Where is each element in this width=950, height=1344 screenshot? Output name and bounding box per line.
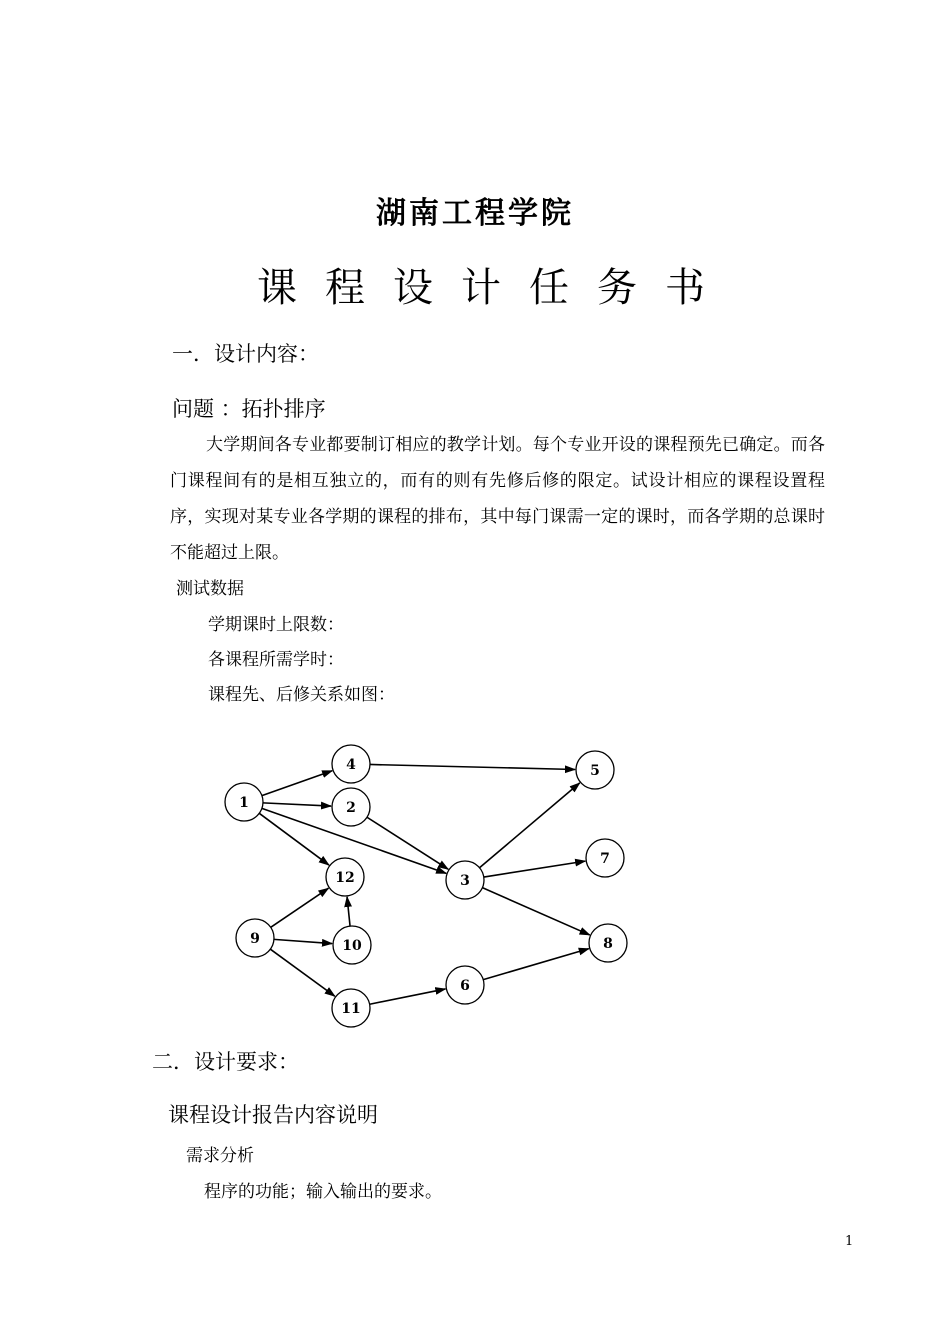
edge-n1-n2 [263, 803, 331, 806]
edge-n1-n12 [259, 813, 329, 865]
school-name: 湖南工程学院 [376, 196, 574, 231]
test-item-prerequisite-graph: 课程先、后修关系如图： [208, 685, 395, 705]
node-n3-label: 3 [460, 873, 470, 889]
edge-n10-n12 [347, 897, 350, 926]
edge-n6-n8 [483, 949, 589, 980]
edge-n1-n4 [262, 771, 332, 796]
section-1-heading: 一．设计内容： [172, 342, 319, 366]
requirement-analysis-item: 需求分析 [186, 1146, 254, 1166]
node-n5-label: 5 [590, 763, 600, 779]
node-n9-label: 9 [250, 931, 260, 947]
edge-n11-n6 [370, 989, 446, 1004]
edge-n3-n7 [484, 861, 585, 877]
edge-n3-n5 [480, 783, 580, 868]
edge-n4-n5 [370, 764, 575, 769]
edge-n9-n11 [270, 949, 334, 996]
node-n8-label: 8 [603, 936, 613, 952]
page-number: 1 [845, 1234, 854, 1249]
node-n4-label: 4 [346, 757, 356, 773]
node-n2-label: 2 [346, 800, 356, 816]
report-content-heading: 课程设计报告内容说明 [168, 1103, 378, 1127]
section-2-heading: 二．设计要求： [152, 1050, 299, 1074]
node-n12-label: 12 [335, 870, 355, 886]
node-n10-label: 10 [342, 938, 362, 954]
requirement-analysis-detail: 程序的功能；输入输出的要求。 [204, 1182, 442, 1202]
node-n6-label: 6 [460, 978, 470, 994]
problem-title: 问题 ：拓扑排序 [172, 397, 326, 421]
edge-n9-n12 [271, 888, 329, 927]
node-n7-label: 7 [600, 851, 610, 867]
document-title: 课程设计任务书 [257, 265, 733, 311]
test-item-course-hours: 各课程所需学时： [208, 650, 344, 670]
test-data-label: 测试数据 [176, 579, 244, 599]
edge-n2-n3 [367, 817, 448, 869]
edge-n9-n10 [274, 939, 332, 943]
edge-n3-n8 [482, 888, 589, 935]
test-item-semester-limit: 学期课时上限数： [208, 615, 344, 635]
node-n1-label: 1 [239, 795, 249, 811]
node-n11-label: 11 [341, 1001, 361, 1017]
problem-description: 大学期间各专业都要制订相应的教学计划。每个专业开设的课程预先已确定。而各门课程间有的是相互独立的，而有的则有先修后修的限定。试设计相应的课程设置程序，实现对某专业各学期的课程的排布，其中每门课需一定的课时，而各学期的总课时不能超过上限。 [170, 435, 825, 563]
